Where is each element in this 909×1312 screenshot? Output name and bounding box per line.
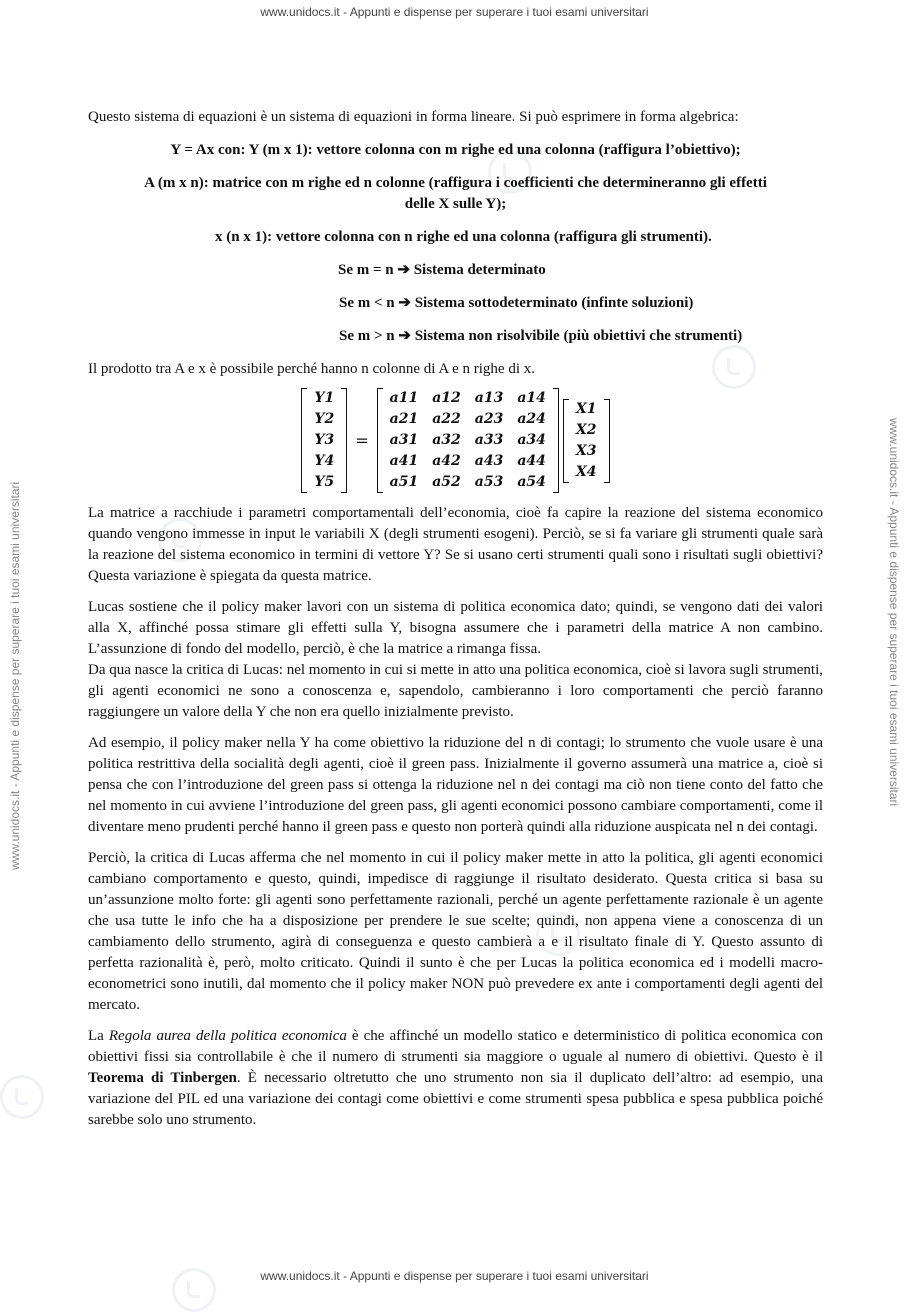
matrix-a-cell: a54 [517, 474, 546, 490]
paragraph-lucas: Lucas sostiene che il policy maker lavori con un sistema di politica economica dato; quindi, se vengono dati dei valori alla X, affinché possa stimare gli effetti sulla Y, bisogna assumere che i parametri della matrice A non cambino. L’assunzione di fondo del modello, perciò, è che la matrice a rimanga fissa. [88, 599, 823, 657]
vector-y-cell: Y1 [314, 390, 335, 406]
matrix-a-cell: a21 [389, 411, 419, 427]
matrix-a-cell: a52 [432, 474, 461, 490]
matrix-a-cell: a33 [474, 432, 504, 448]
matrix-equation [88, 388, 823, 493]
definition-x: x (n x 1): vettore colonna con n righe ed una colonna (raffigura gli strumenti). [215, 229, 712, 245]
case-unsolvable: Se m > n ➔ Sistema non risolvibile (più obiettivi che strumenti) [339, 328, 743, 344]
product-note: Il prodotto tra A e x è possibile perché hanno n colonne di A e n righe di x. [88, 361, 535, 377]
matrix-a-cell: a43 [474, 453, 504, 469]
watermark-header: www.unidocs.it - Appunti e dispense per superare i tuoi esami universitari [260, 5, 649, 19]
definition-y: Y = Ax con: Y (m x 1): vettore colonna con m righe ed una colonna (raffigura l’obiettivo); [170, 142, 741, 158]
paragraph-lucas-critique: Da qua nasce la critica di Lucas: nel momento in cui si mette in atto una politica economica, cioè si lavora sugli strumenti, gli agenti economici ne sono a conoscenza e, sapendolo, cambieranno i loro comportamenti che perciò faranno raggiungere un valore della Y che non era quello inizialmente previsto. [88, 662, 823, 720]
unidocs-logo-icon [172, 1268, 216, 1312]
paragraph-matrix-a: La matrice a racchiude i parametri comportamentali dell’economia, cioè fa capire la reazione del sistema economico quando vengono immesse in input le variabili X (degli strumenti esogeni). Perciò, se si fa variare gli strumenti quale sarà la reazione del sistema economico in termini di vettore Y? Se si usano certi strumenti quali sono i risultati sugli obiettivi? Questa variazione è spiegata da questa matrice. [88, 505, 823, 584]
unidocs-logo-icon [0, 1075, 44, 1119]
vector-y-cell: Y2 [314, 411, 335, 427]
matrix-a [377, 388, 559, 493]
watermark-footer: www.unidocs.it - Appunti e dispense per superare i tuoi esami universitari [260, 1269, 649, 1283]
vector-x-cell: X3 [575, 442, 597, 459]
matrix-a-cell: a34 [517, 432, 546, 448]
watermark-side-right: www.unidocs.it - Appunti e dispense per superare i tuoi esami universitari [887, 418, 901, 807]
matrix-a-cell: a44 [517, 453, 546, 469]
matrix-a-cell: a32 [432, 432, 461, 448]
matrix-a-cell: a31 [389, 432, 419, 448]
matrix-a-cell: a24 [517, 411, 546, 427]
vector-x [563, 399, 610, 483]
intro-paragraph: Questo sistema di equazioni è un sistema di equazioni in forma lineare. Si può esprimere in forma algebrica: [88, 109, 739, 125]
equals-sign: = [355, 431, 369, 450]
matrix-a-cell: a13 [474, 390, 504, 406]
document-body [88, 107, 823, 1131]
vector-x-cell: X2 [575, 421, 597, 438]
paragraph-golden-rule: La Regola aurea della politica economica è che affinché un modello statico e deterministico di politica economica con obiettivi fissi sia controllabile è che il numero di strumenti sia maggiore o uguale al numero di obiettivi. Questo è il Teorema di Tinbergen. È necessario oltretutto che uno strumento non sia il duplicato dell’altro: ad esempio, una variazione del PIL ed una variazione dei contagi come obiettivi e come strumenti spesa pubblica e spesa pubblica poiché sarebbe solo uno strumento. [88, 1028, 823, 1128]
case-determined: Se m = n ➔ Sistema determinato [338, 262, 546, 278]
vector-x-cell: X4 [575, 463, 597, 480]
definition-a-line2: delle X sulle Y); [404, 196, 507, 212]
vector-x-cell: X1 [575, 400, 597, 417]
matrix-a-cell: a23 [474, 411, 504, 427]
matrix-a-cell: a51 [389, 474, 419, 490]
matrix-a-cell: a11 [389, 390, 419, 406]
paragraph-critique-summary: Perciò, la critica di Lucas afferma che nel momento in cui il policy maker mette in atto la politica, gli agenti economici cambiano comportamento e questo, quindi, impedisce di raggiunge il risultato desiderato. Questa critica si basa su un’assunzione molto forte: gli agenti sono perfettamente razionali, perché un agente perfettamente razionale è un agente che usa tutte le info che ha a disposizione per prendere le sue scelte; quindi, non appena viene a conoscenza di un cambiamento dello strumento, agirà di conseguenza e questo cambierà a e il risultato finale di Y. Questo assunto di perfetta razionalità è, però, molto criticato. Quindi il sunto è che per Lucas la politica economica ed i modelli macro-econometrici sono inutili, dal momento che il policy maker NON può prevedere ex ante i comportamenti degli agenti del mercato. [88, 850, 823, 1013]
case-underdetermined: Se m < n ➔ Sistema sottodeterminato (infinte soluzioni) [339, 295, 694, 311]
matrix-a-cell: a12 [432, 390, 461, 406]
vector-y [301, 388, 347, 493]
definition-a-line1: A (m x n): matrice con m righe ed n colonne (raffigura i coefficienti che determineranno gli effetti [144, 175, 767, 191]
vector-y-cell: Y4 [314, 453, 335, 469]
vector-y-cell: Y5 [314, 474, 335, 490]
watermark-side-left: www.unidocs.it - Appunti e dispense per superare i tuoi esami universitari [8, 481, 22, 870]
matrix-a-cell: a42 [432, 453, 461, 469]
vector-y-cell: Y3 [314, 432, 335, 448]
matrix-a-cell: a53 [474, 474, 504, 490]
matrix-a-cell: a41 [389, 453, 419, 469]
paragraph-example: Ad esempio, il policy maker nella Y ha come obiettivo la riduzione del n di contagi; lo strumento che vuole usare è una politica restrittiva della socialità degli agenti, cioè il green pass. Inizialmente il governo assumerà una matrice a, cioè si pensa che con l’introduzione del green pass si ottenga la riduzione nel n dei contagi ma ciò non tiene conto del fatto che nel momento in cui avviene l’introduzione del green pass, gli agenti economici possono cambiare comportamenti, come il diventare meno prudenti perché hanno il green pass e questo non porterà quindi alla riduzione auspicata nel n dei contagi. [88, 735, 823, 835]
matrix-a-cell: a22 [432, 411, 461, 427]
matrix-a-cell: a14 [517, 390, 546, 406]
